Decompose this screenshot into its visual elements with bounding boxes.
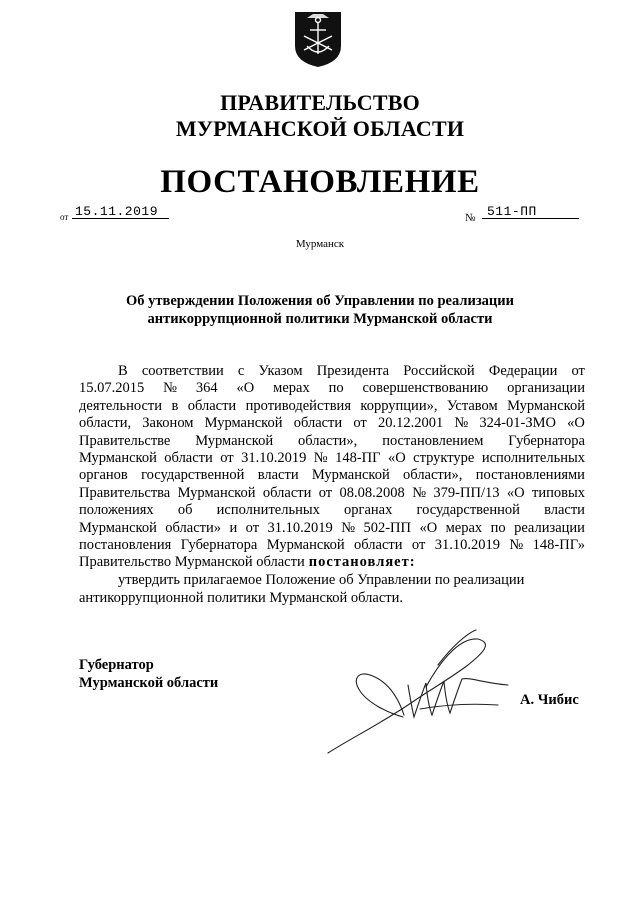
body-line: Мурманской области от 31.10.2019 № 148-ПГ «О структуре исполнительных [79,450,585,466]
document-type-title: ПОСТАНОВЛЕНИЕ [160,164,480,200]
resolution-line-1 [118,571,585,589]
body-line: Мурманской области» и от 31.10.2019 № 502-ПП «О мерах по реализации [79,519,585,536]
body-line: Правительстве Мурманской области», постановлением Губернатора [79,432,585,449]
document-date: 15.11.2019 [75,204,159,219]
government-name-line2: МУРМАНСКОЙ ОБЛАСТИ [175,116,465,141]
signatory-title-line2: Мурманской области [79,675,219,691]
signatory-title-line1: Губернатор [79,657,154,673]
body-line: области, Законом Мурманской области от 20.12.2001 № 324-01-ЗМО «О [79,415,585,432]
subject-line-2: антикоррупционной политики Мурманской области [147,311,493,327]
body-line: постановления Губернатора Мурманской области от 31.10.2019 № 148-ПГ» [79,537,585,553]
body-line: Правительства Мурманской области от 08.08.2008 № 379-ПП/13 «О типовых [79,484,585,501]
body-line: деятельности в области противодействия коррупции», Уставом Мурманской [79,397,585,414]
body-line: В соответствии с Указом Президента Российской Федерации от [118,363,585,379]
body-line: положениях об исполнительных органах государственной власти [79,502,585,519]
decision-keyword: постановляет: [308,554,416,570]
resolution-text-1: утвердить прилагаемое Положение об Управлении по реализации [118,572,525,588]
handwritten-signature-icon [308,625,518,760]
government-name-line1: ПРАВИТЕЛЬСТВО [220,90,420,115]
body-final-text: Правительство Мурманской области [79,554,305,570]
resolution-line-2 [79,589,585,607]
coat-of-arms-icon [293,10,343,68]
document-number: 511-ПП [487,204,537,219]
signatory-name: А. Чибис [520,692,579,708]
resolution-text-2: антикоррупционной политики Мурманской области. [79,590,403,606]
body-line: органов государственной власти Мурманской области», постановлениями [79,467,585,484]
body-final-line [79,553,585,571]
number-prefix: № [465,212,476,224]
body-line: 15.07.2015 № 364 «О мерах по совершенствованию организации [79,380,585,397]
date-prefix: от [60,212,69,222]
city-name: Мурманск [295,238,345,250]
subject-line-1: Об утверждении Положения об Управлении по реализации [125,293,514,309]
